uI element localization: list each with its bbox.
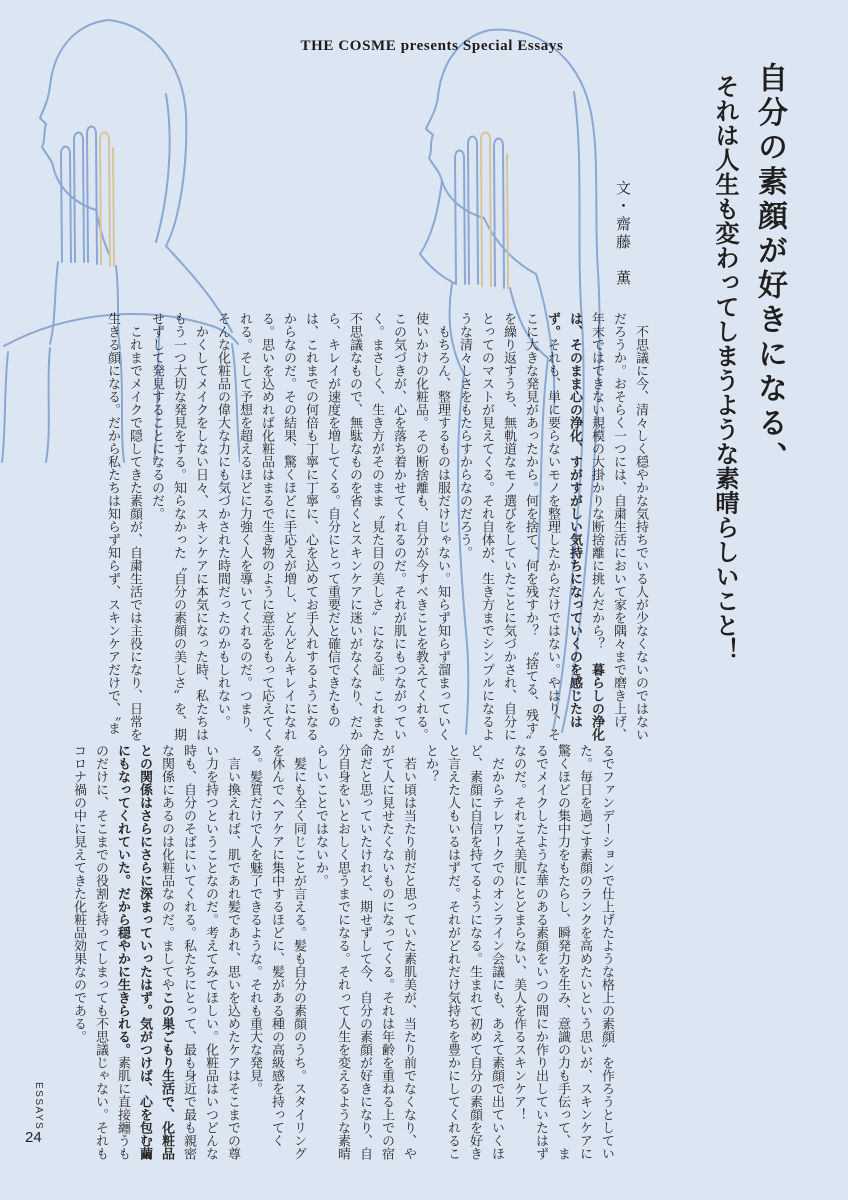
essay-paragraph: だからテレワークでのオンライン会議にも、あえて素顔で出ていくほど、素顔に自信を持てるようになる。生まれて初めて自分の素顔を好きと言えた人もいるはずだ。それがどれだけ気持ちを豊かにしてくれることか？ bbox=[424, 744, 505, 1160]
page-number: 24 bbox=[25, 1129, 42, 1146]
headline-line-1: 自分の素顔が好きになる、 bbox=[753, 62, 786, 476]
essay-paragraph: 不思議に今、清々しく穏やかな気持ちでいる人が少なくないのではないだろうか。おそらく一つには、自粛生活において家を隅々まで磨き上げ、年末ではできない規模の大掛かりな断捨離に挑んだから？ 暮らしの浄化は、そのまま心の浄化、すがすがしい気持ちになっていくのを感じたはず。それも、単に要らないモノを整理したからだけではない。やはり、そこに大きな発見があったから。何を捨て、何を残すか？ 〝捨てる、残す〟を繰り返すうち、無軌道なモノ選びをしていたことに気づかされ、自分にとってのマストが見えてくる。それ自体が、生き方までシンプルになるような清々しさをもたらすからなのだろう。 bbox=[458, 312, 649, 741]
essay-paragraph: 言い換えれば、肌であれ髪であれ、思いを込めたケアはそこまでの尊い力を持つということなのだ。考えてみてほしい。化粧品はいつどんな時も、自分のそばにいてくれる。私たちにとって、最も身近で最も親密な関係にあるのは化粧品なのだ。ましてやこの巣ごもり生活で、化粧品との関係はさらにさらに深まっていったはず。気がつけば、心を包む繭にもなってくれていた。だから穏やかに生きられる。素肌に直接纏うものだけに、そこまでの役割を持ってしまっても不思議じゃない。それもコロナ禍の中に見えてきた化粧品効果なのである。 bbox=[72, 744, 241, 1160]
essay-paragraph: もちろん、整理するものは服だけじゃない。知らず知らず溜まっていく使いかけの化粧品。その断捨離も、自分が今すべきことを教えてくれる。この気づきが、心を落ち着かせてくれるのだ。それが肌にもつながっていく。まさしく、生き方がそのまま〝見た目の美しさ〟になる証。これまた不思議なもので、無駄なものを省くとスキンケアに迷いがなくなり、だから、キレイが速度を増してくる。自分にとって重要だと確信できたものは、これまでの何倍も丁寧に丁寧に、心を込めてお手入れするようになるからなのだ。その結果、驚くほどに手応えが増し、どんどんキレイになれる。思いを込めれば化粧品はまるで生き物のように意志をもって応えてくれる。そして予想を超えるほどに力強く人を導いてくれるのだ。つまり、そんな化粧品の偉大な力にも気づかされた時間だったのかもしれない。 bbox=[216, 312, 451, 741]
author-byline: 文・齋藤 薫 bbox=[614, 180, 630, 288]
essay-paragraph: 若い頃は当たり前だと思っていた素肌美が、当たり前でなくなり、やがて人に見せたくないものになってくる。それは年齢を重ねる上での宿命だと思っていたけれど、期せずして今、自分の素顔が好きになり、自分自身をいとおしく思うまでになる。それって人生を変えるような素晴らしいことではないか。 bbox=[314, 744, 417, 1160]
essay-paragraph: これまでメイクで隠してきた素顔が、自粛生活では主役になり、日常を生きる顔になる。だから私たちは知らず知らず、スキンケアだけで、〝ま bbox=[106, 312, 143, 741]
essay-body-block-2 bbox=[68, 744, 618, 1170]
essay-body-block-1 bbox=[102, 312, 652, 744]
essay-headline bbox=[702, 62, 792, 662]
headline-line-2: それは人生も変わってしまうような素晴らしいこと！ bbox=[711, 74, 737, 662]
spine-label: ESSAYS bbox=[33, 1082, 44, 1131]
essay-paragraph: るでファンデーションで仕上げたような格上の素顔〟を作ろうとしていた。毎日を過ごす素顔のランクを高めたいという思いが、スキンケアに驚くほどの集中力をもたらし、瞬発力を生み、意識の力も手伝って、まるでメイクしたような華のある素顔をいつの間にか作り出していたはずなのだ。それこそ美肌にとどまらない、美人を作るスキンケア！ bbox=[512, 744, 615, 1160]
essay-paragraph: 髪にも全く同じことが言える。髪も自分の素顔のうち。スタイリングを休んでヘアケアに集中するほどに、髪がある種の高級感を持ってくる。髪質だけで人を魅了できるような。それも重大な発見。 bbox=[248, 744, 307, 1160]
page-header-title: THE COSME presents Special Essays bbox=[300, 38, 564, 54]
essay-paragraph: かくしてメイクをしない日々、スキンケアに本気になった時、私たちはもう一つ大切な発見をする。知らなかった〝自分の素顔の美しさ〟を、期せずして発見することになるのだ。 bbox=[150, 312, 209, 741]
